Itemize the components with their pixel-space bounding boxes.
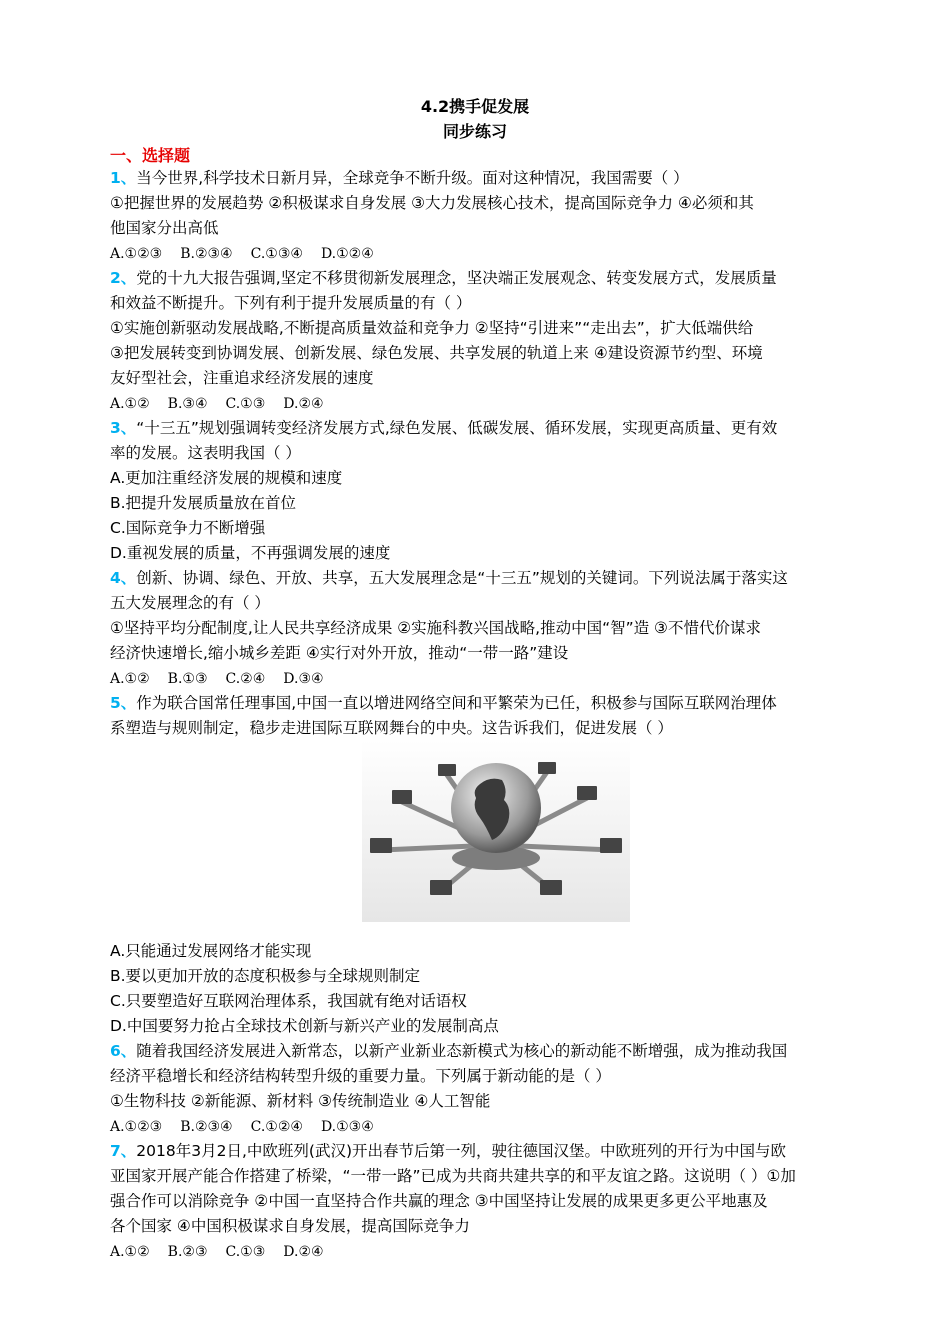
- choice-c: C.国际竞争力不断增强: [110, 519, 266, 537]
- answer-options: [110, 1240, 342, 1263]
- page-title: 4.2携手促发展: [420, 97, 530, 116]
- question-text-line: 友好型社会，注重追求经济发展的速度: [110, 369, 374, 387]
- section-heading: 一、选择题: [110, 146, 191, 165]
- question-number: 6、: [110, 1042, 137, 1060]
- question-text-line: ③把发展转变到协调发展、创新发展、绿色发展、共享发展的轨道上来 ④建设资源节约型、环境: [110, 344, 763, 362]
- answer-options: [110, 242, 392, 265]
- question-number: 3、: [110, 419, 137, 437]
- choice-a: A.更加注重经济发展的规模和速度: [110, 469, 343, 487]
- question-3: 3、“十三五”规划强调转变经济发展方式,绿色发展、低碳发展、循环发展，实现更高质量、更有效: [110, 419, 778, 437]
- choice-b: B.要以更加开放的态度积极参与全球规则制定: [110, 967, 421, 985]
- option-a: A.①②: [110, 396, 150, 412]
- question-text-line: 他国家分出高低: [110, 219, 219, 237]
- option-b: B.②③: [167, 1244, 208, 1260]
- question-text-line: ①坚持平均分配制度,让人民共享经济成果 ②实施科教兴国战略,推动中国“智”造 ③不惜代价谋求: [110, 619, 761, 637]
- question-text-line: ①把握世界的发展趋势 ②积极谋求自身发展 ③大力发展核心技术，提高国际竞争力 ④必须和其: [110, 194, 754, 212]
- page-subtitle: 同步练习: [442, 122, 507, 141]
- question-text-line: 各个国家 ④中国积极谋求自身发展，提高国际竞争力: [110, 1217, 470, 1235]
- option-d: D.①②④: [320, 246, 374, 262]
- globe-network-image: [362, 740, 630, 922]
- option-c: C.①②④: [250, 1119, 303, 1135]
- question-number: 7、: [110, 1142, 137, 1160]
- option-c: C.②④: [225, 671, 266, 687]
- option-a: A.①②: [110, 1244, 150, 1260]
- option-c: C.①③: [225, 396, 266, 412]
- answer-options: [110, 667, 342, 690]
- question-number: 4、: [110, 569, 137, 587]
- question-text-line: 强合作可以消除竞争 ②中国一直坚持合作共赢的理念 ③中国坚持让发展的成果更多更公平地惠及: [110, 1192, 768, 1210]
- question-text-line: ①生物科技 ②新能源、新材料 ③传统制造业 ④人工智能: [110, 1092, 491, 1110]
- choice-c: C.只要塑造好互联网治理体系，我国就有绝对话语权: [110, 992, 467, 1010]
- question-number: 1、: [110, 169, 137, 187]
- option-a: A.①②③: [110, 1119, 163, 1135]
- question-5: 5、作为联合国常任理事国,中国一直以增进网络空间和平繁荣为已任，积极参与国际互联网治理体: [110, 694, 777, 712]
- choice-a: A.只能通过发展网络才能实现: [110, 942, 312, 960]
- question-7: 7、2018年3月2日,中欧班列(武汉)开出春节后第一列，驶往德国汉堡。中欧班列的开行为中国与欧: [110, 1142, 786, 1160]
- option-b: B.①③: [167, 671, 208, 687]
- option-d: D.②④: [283, 1244, 324, 1260]
- question-text-line: 五大发展理念的有（ ）: [110, 594, 270, 612]
- question-1: 1、当今世界,科学技术日新月异，全球竞争不断升级。面对这种情况，我国需要（ ）: [110, 169, 689, 187]
- option-b: B.③④: [167, 396, 208, 412]
- question-number: 5、: [110, 694, 137, 712]
- choice-d: D.重视发展的质量，不再强调发展的速度: [110, 544, 391, 562]
- question-2: 2、党的十九大报告强调,坚定不移贯彻新发展理念，坚决端正发展观念、转变发展方式，发展质量: [110, 269, 777, 287]
- question-text-line: 和效益不断提升。下列有利于提升发展质量的有（ ）: [110, 294, 472, 312]
- question-text-line: ①实施创新驱动发展战略,不断提高质量效益和竞争力 ②坚持“引进来”“走出去”，扩大低端供给: [110, 319, 754, 337]
- question-number: 2、: [110, 269, 137, 287]
- choice-b: B.把提升发展质量放在首位: [110, 494, 297, 512]
- choice-d: D.中国要努力抢占全球技术创新与新兴产业的发展制高点: [110, 1017, 499, 1035]
- question-text-line: 经济快速增长,缩小城乡差距 ④实行对外开放，推动“一带一路”建设: [110, 644, 569, 662]
- question-text-line: 系塑造与规则制定，稳步走进国际互联网舞台的中央。这告诉我们，促进发展（ ）: [110, 719, 673, 737]
- option-c: C.①③④: [250, 246, 303, 262]
- question-4: 4、创新、协调、绿色、开放、共享，五大发展理念是“十三五”规划的关键词。下列说法属于落实这: [110, 569, 788, 587]
- option-b: B.②③④: [180, 1119, 233, 1135]
- question-text-line: 率的发展。这表明我国（ ）: [110, 444, 301, 462]
- question-text-line: 亚国家开展产能合作搭建了桥梁，“一带一路”已成为共商共建共享的和平友谊之路。这说明（ ）①加: [110, 1167, 796, 1185]
- question-text-line: 经济平稳增长和经济结构转型升级的重要力量。下列属于新动能的是（ ）: [110, 1067, 611, 1085]
- option-d: D.③④: [283, 671, 324, 687]
- option-d: D.②④: [283, 396, 324, 412]
- option-c: C.①③: [225, 1244, 266, 1260]
- question-6: 6、随着我国经济发展进入新常态，以新产业新业态新模式为核心的新动能不断增强，成为推动我国: [110, 1042, 788, 1060]
- option-a: A.①②③: [110, 246, 163, 262]
- answer-options: [110, 1115, 392, 1138]
- answer-options: [110, 392, 342, 415]
- option-d: D.①③④: [320, 1119, 374, 1135]
- option-b: B.②③④: [180, 246, 233, 262]
- option-a: A.①②: [110, 671, 150, 687]
